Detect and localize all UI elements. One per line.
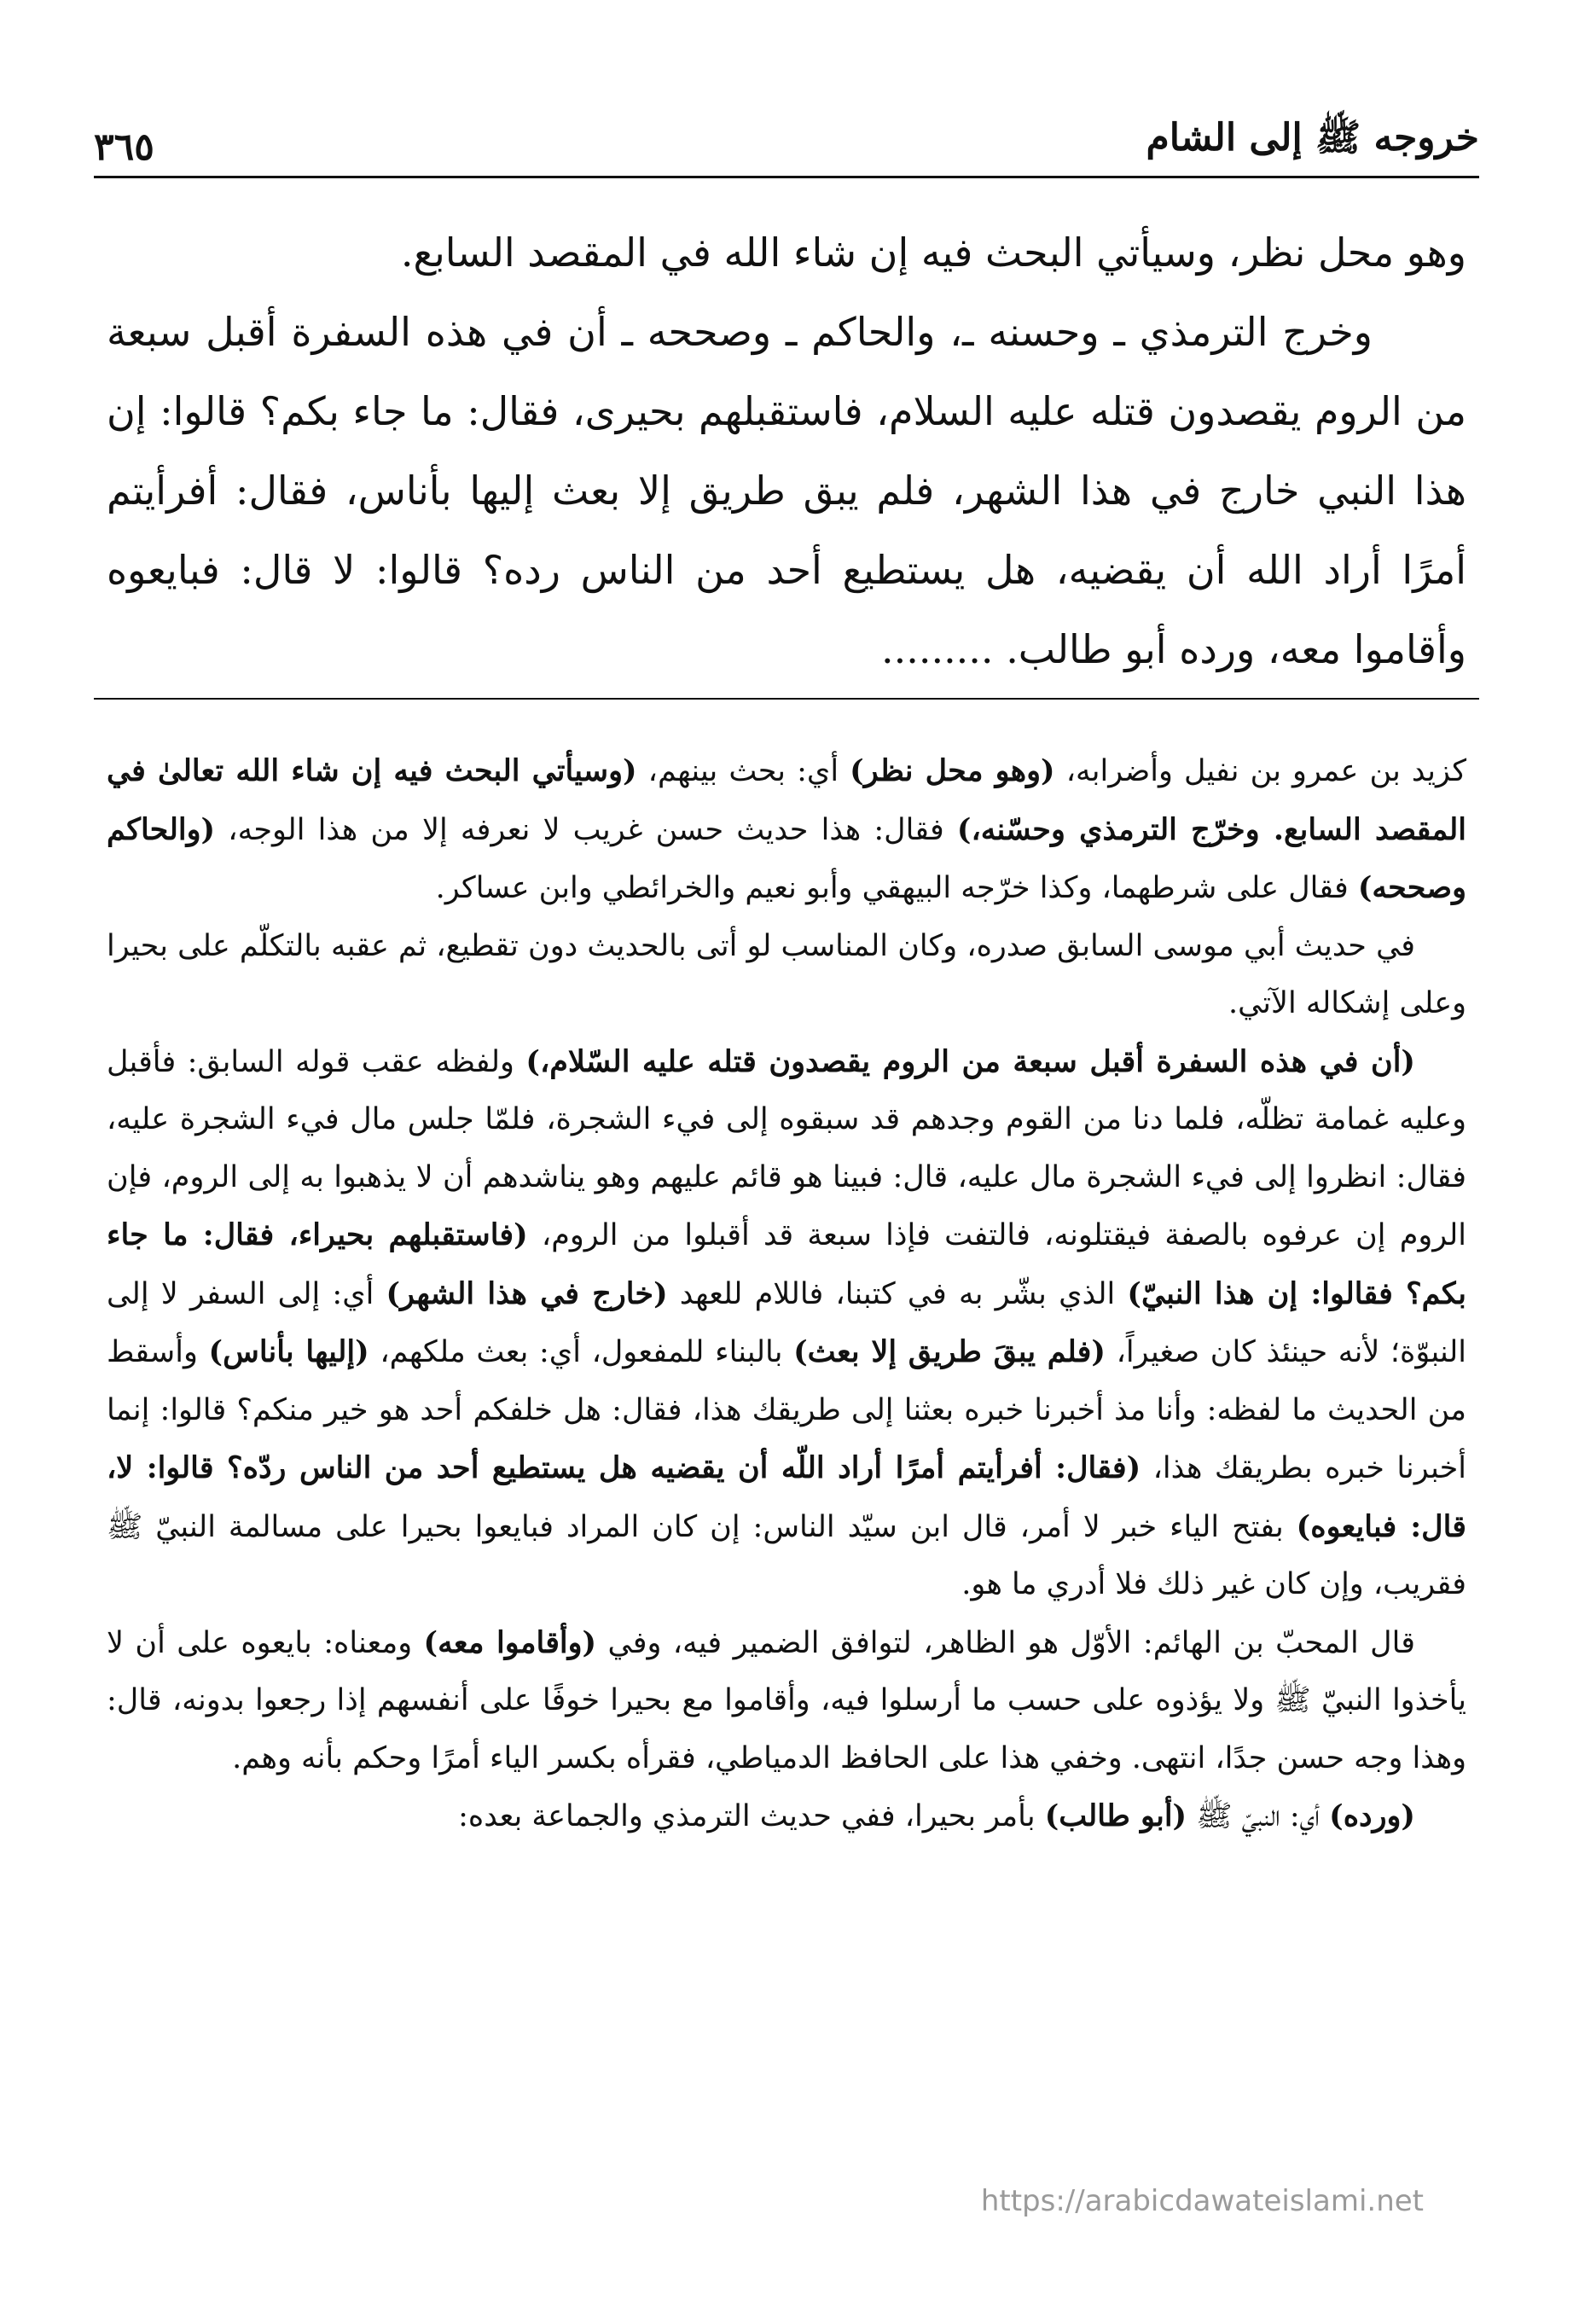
quoted-text: (أن في هذه السفرة أقبل سبعة من الروم يقصدون قتله عليه السّلام،)	[525, 1043, 1415, 1079]
quoted-text: (فلم يبقَ طريق إلا بعث)	[793, 1334, 1106, 1369]
commentary-text: الذي بشّر به في كتبنا، فاللام للعهد	[667, 1276, 1128, 1311]
main-paragraph-1: وهو محل نظر، وسيأتي البحث فيه إن شاء الله في المقصد السابع.	[400, 229, 1466, 276]
commentary-text: ومعناه: بايعوه على أن لا يأخذوا النبيّ ﷺ ولا يؤذوه على حسب ما أرسلوا فيه، وأقاموا مع بحيرا خوفًا على أنفسهم إذا رجعوا بدونه، قال: وهذا وجه حسن جدًا، انتهى. وخفي هذا على الحافظ الدمياطي، فقرأه بكسر الياء أمرًا وحكم بأنه وهم.	[107, 1625, 1466, 1775]
quoted-text: (خارج في هذا الشهر)	[386, 1275, 668, 1311]
commentary-text: أي: بحث بينهم،	[636, 754, 850, 788]
main-paragraph-2-text: وخرج الترمذي ـ وحسنه ـ، والحاكم ـ وصححه ـ أن في هذه السفرة أقبل سبعة من الروم يقصدون قتله عليه السلام، فاستقبلهم بحيرى، فقال: ما جاء بكم؟ قالوا: إن هذا النبي خارج في هذا الشهر، فلم يبق طريق إلا بعث إليها بأناس، فقال: أفرأيتم أمرًا أراد الله أن يقضيه، هل يستطيع أحد من الناس رده؟ قالوا: لا قال: فبايعوه وأقاموا معه، ورده أبو طالب.	[107, 309, 1466, 672]
commentary-text: فقال على شرطهما، وكذا خرّجه البيهقي وأبو نعيم والخرائطي وابن عساكر.	[435, 871, 1358, 905]
quoted-text: (وأقاموا معه)	[423, 1624, 597, 1660]
commentary-text: بالبناء للمفعول، أي: بعث ملكهم،	[369, 1335, 794, 1369]
commentary-text: ولفظه عقب قوله السابق: فأقبل وعليه غمامة تظلّه، فلما دنا من القوم وجدهم قد سبقوه إلى فيء الشجرة، فلمّا جلس مال فيء الشجرة عليه، فقال: انظروا إلى فيء الشجرة مال عليه، قال: فبينا هو قائم عليهم وهو يناشدهم أن لا يذهبوا به إلى الروم، فإن الروم إن عرفوه بالصفة فيقتلونه، فالتفت فإذا سبعة قد أقبلوا من الروم،	[107, 1044, 1466, 1252]
commentary-text: وأسقط من الحديث ما لفظه: وأنا مذ أخبرنا خبره بعثنا إلى طريقك هذا، فقال: هل خلفكم أحد هو خير منكم؟ قالوا: إنما أخبرنا خبره بطريقك هذا،	[107, 1335, 1467, 1485]
commentary-text: قال المحبّ بن الهائم: الأوّل هو الظاهر، لتوافق الضمير فيه، وفي	[596, 1625, 1416, 1660]
footnote-separator	[94, 698, 1479, 700]
quoted-text: (وسيأتي البحث فيه إن شاء الله تعالىٰ في المقصد السابع. وخرّج الترمذي وحسّنه،)	[107, 753, 1466, 847]
commentary-section	[107, 742, 1466, 1846]
commentary-paragraph-2	[107, 918, 1466, 1033]
main-paragraph-2	[107, 293, 1466, 689]
chapter-title: خروجه ﷺ إلى الشام	[1146, 116, 1479, 160]
header-rule	[94, 176, 1479, 178]
commentary-text: أي: النبيّ ﷺ	[1187, 1799, 1330, 1833]
commentary-text: كزيد بن عمرو بن نفيل وأضرابه،	[1054, 754, 1467, 788]
commentary-text: بأمر بحيرا، ففي حديث الترمذي والجماعة بعده:	[458, 1799, 1045, 1833]
commentary-text: أي: إلى السفر لا إلى النبوّة؛ لأنه حينئذ كان صغيراً،	[107, 1276, 1466, 1369]
commentary-paragraph-3	[107, 1033, 1466, 1614]
page-header	[94, 101, 1479, 169]
commentary-paragraph-4	[107, 1614, 1466, 1788]
continuation-dots: .........	[880, 626, 994, 672]
quoted-text: (وهو محل نظر)	[850, 753, 1055, 788]
commentary-text: في حديث أبي موسى السابق صدره، وكان المناسب لو أتى بالحديث دون تقطيع، ثم عقبه بالتكلّم على بحيرا وعلى إشكاله الآتي.	[107, 928, 1466, 1020]
commentary-paragraph-1	[107, 742, 1466, 918]
commentary-paragraph-5	[107, 1787, 1466, 1846]
quoted-text: (فاستقبلهم بحيراء، فقال: ما جاء بكم؟ فقالوا: إن هذا النبيّ)	[107, 1217, 1467, 1311]
commentary-text: بفتح الياء خبر لا أمر، قال ابن سيّد الناس: إن كان المراد فبايعوا بحيرا على مسالمة النبيّ ﷺ فقريب، وإن كان غير ذلك فلا أدري ما هو.	[107, 1509, 1466, 1601]
watermark-url: https://arabicdawateislami.net	[980, 2184, 1424, 2218]
quoted-text: (إليها بأناس)	[208, 1334, 369, 1369]
main-text	[107, 213, 1466, 689]
quoted-text: (والحاكم وصححه)	[107, 811, 1466, 905]
quoted-text: (أبو طالب)	[1044, 1798, 1187, 1833]
commentary-text: فقال: هذا حديث حسن غريب لا نعرفه إلا من هذا الوجه،	[215, 812, 957, 847]
quoted-text: (فقال: أفرأيتم أمرًا أراد اللّه أن يقضيه هل يستطيع أحد من الناس ردّه؟ قالوا: لا، قال: فبايعوه)	[107, 1450, 1466, 1544]
page-number: ٣٦٥	[94, 125, 154, 169]
quoted-text: (ورده)	[1329, 1798, 1415, 1833]
